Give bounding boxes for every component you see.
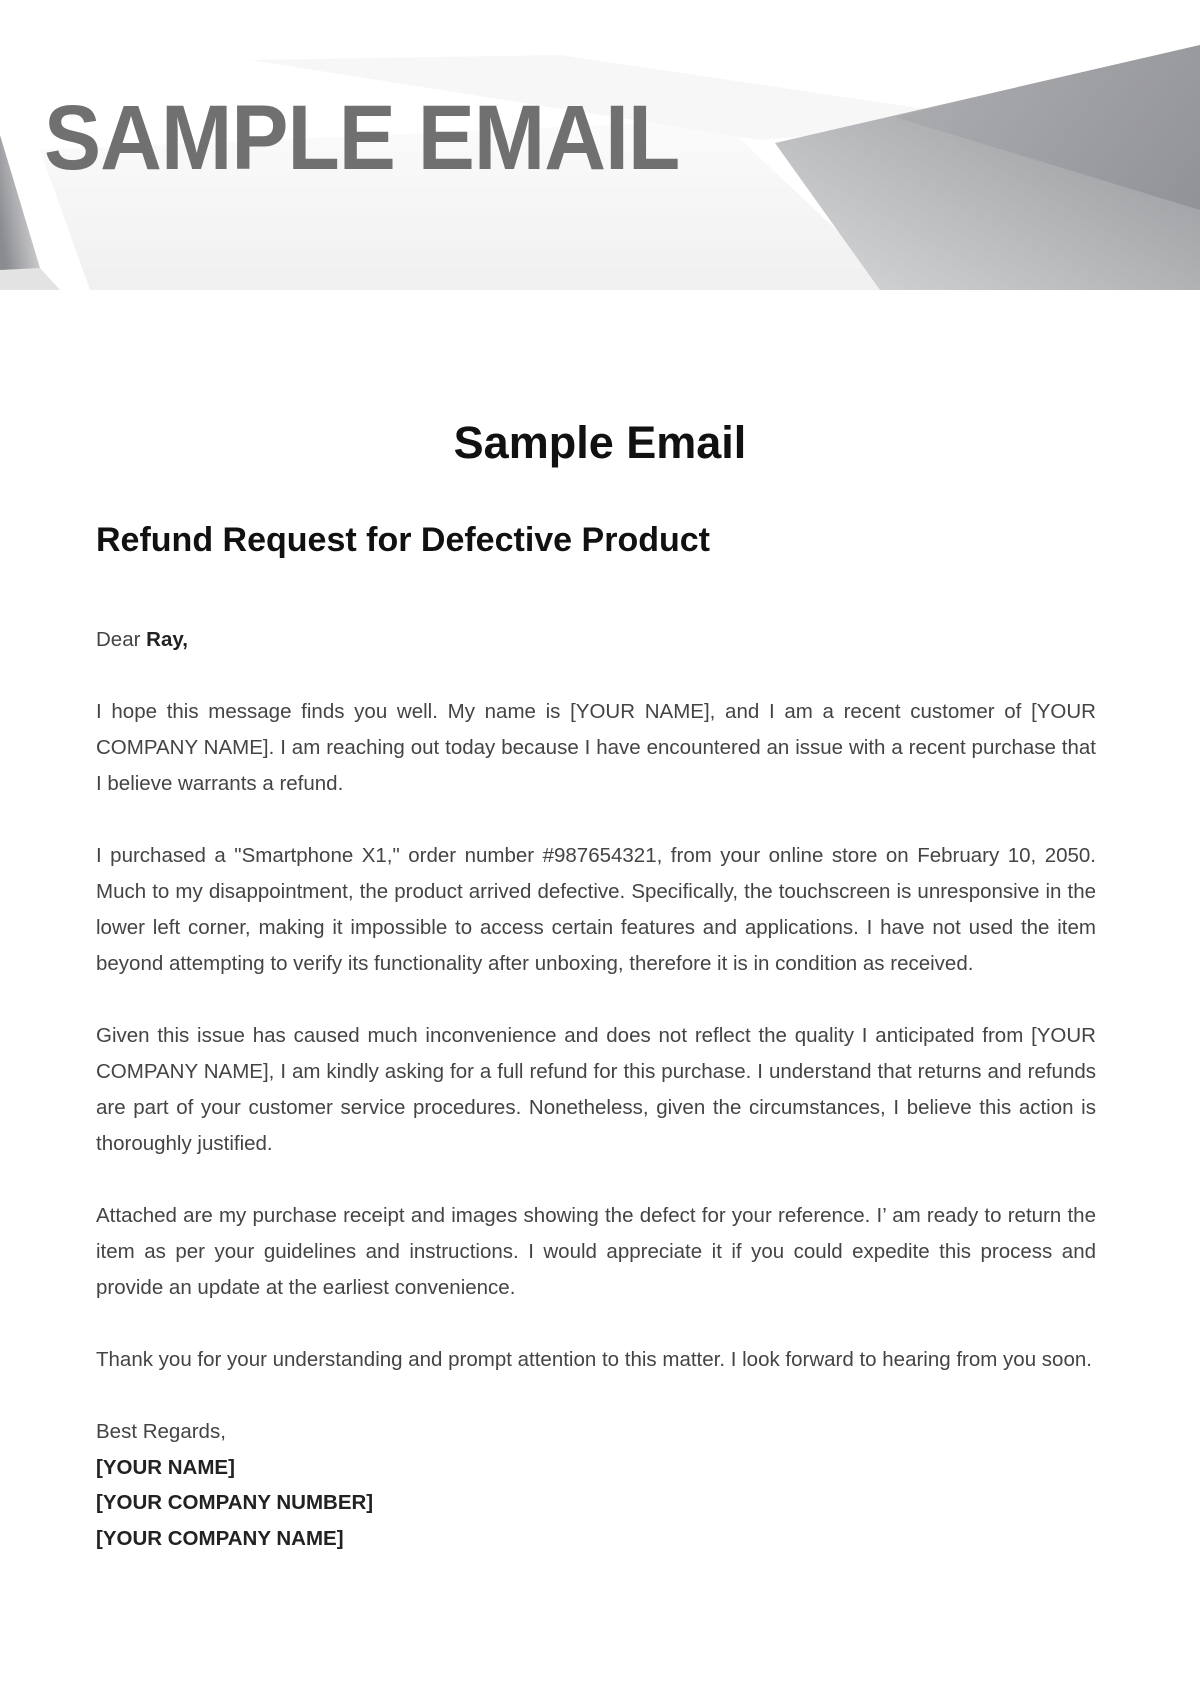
- signature-company-number: [YOUR COMPANY NUMBER]: [96, 1491, 374, 1514]
- paragraph-intro: I hope this message finds you well. My name is [YOUR NAME], and I am a recent customer of [YOUR COMPANY NAME]. I am reaching out today because I have encountered an issue with a recent purchase that I believe warrants a refund.: [96, 700, 1096, 795]
- recipient-name: Ray,: [146, 628, 188, 651]
- greeting: [96, 622, 1096, 658]
- banner-title: SAMPLE EMAIL: [44, 87, 680, 189]
- closing: Best Regards,: [96, 1420, 226, 1443]
- greeting-prefix: Dear: [96, 628, 147, 651]
- header-banner: [0, 0, 1200, 290]
- email-subject: Refund Request for Defective Product: [96, 521, 710, 559]
- paragraph-thanks: Thank you for your understanding and prompt attention to this matter. I look forward to hearing from you soon.: [96, 1348, 1092, 1371]
- document-title: Sample Email: [453, 417, 747, 468]
- signature-name: [YOUR NAME]: [96, 1455, 235, 1479]
- signature-company-name: [YOUR COMPANY NAME]: [96, 1526, 344, 1550]
- signature-block: [96, 1414, 1096, 1556]
- email-body: [96, 622, 1096, 1556]
- paragraph-purchase-details: I purchased a "Smartphone X1," order number #987654321, from your online store on February 10, 2050. Much to my disappointment, the product arrived defective. Specifically, the touchscreen is unresponsive in the lower left corner, making it impossible to access certain features and applications. I have not used the item beyond attempting to verify its functionality after unboxing, therefore it is in condition as received.: [96, 844, 1096, 975]
- paragraph-attachments: Attached are my purchase receipt and images showing the defect for your reference. I’ am ready to return the item as per your guidelines and instructions. I would appreciate it if you could expedite this process and provide an update at the earliest convenience.: [96, 1204, 1096, 1299]
- paragraph-refund-request: Given this issue has caused much inconvenience and does not reflect the quality I anticipated from [YOUR COMPANY NAME], I am kindly asking for a full refund for this purchase. I understand that returns and refunds are part of your customer service procedures. Nonetheless, given the circumstances, I believe this action is thoroughly justified.: [96, 1024, 1096, 1155]
